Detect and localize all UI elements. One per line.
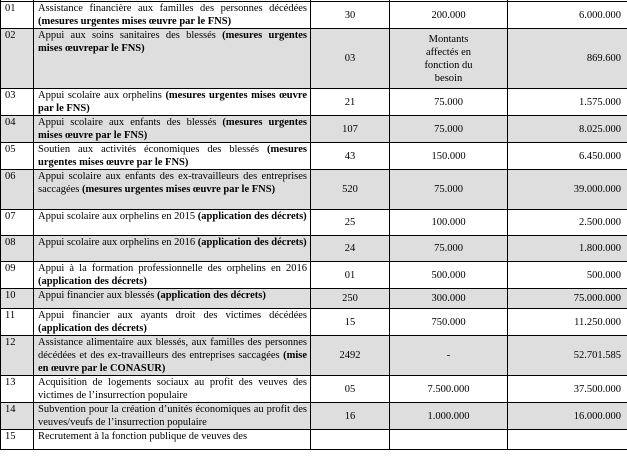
row-total-amount: 1.575.000 (508, 89, 627, 116)
description-text: Assistance alimentaire aux blessés, aux familles des personnes décédées et des ex-travailleurs des entreprises saccagées (38, 337, 307, 361)
description-text: Appui scolaire aux orphelins en 2016 (38, 237, 198, 248)
table-row (1, 29, 627, 89)
row-number: 03 (1, 89, 34, 116)
table-row (1, 89, 627, 116)
row-total-amount: 869.600 (508, 29, 627, 89)
table-row (1, 403, 627, 430)
description-emphasis: (application des décrets) (156, 290, 266, 301)
table-row (1, 289, 627, 309)
unit-amount-line: fonction du (424, 59, 473, 71)
description-emphasis: (mesures urgentes mises œuvre par le FNS) (38, 16, 232, 27)
table-row (1, 376, 627, 403)
row-number: 07 (1, 210, 34, 236)
row-number: 15 (1, 430, 34, 450)
row-number: 04 (1, 116, 34, 143)
row-total-amount (508, 430, 627, 450)
row-quantity: 03 (311, 29, 390, 89)
row-unit-amount: 100.000 (390, 210, 508, 236)
row-quantity: 520 (311, 170, 390, 210)
row-unit-amount: 75.000 (390, 170, 508, 210)
row-description (34, 170, 311, 210)
row-quantity: 15 (311, 309, 390, 336)
header-cell (390, 0, 508, 2)
description-text: Soutien aux activités économiques des blessés (38, 144, 267, 155)
row-total-amount: 37.500.000 (508, 376, 627, 403)
row-number: 01 (1, 2, 34, 29)
row-quantity (311, 430, 390, 450)
table-row (1, 309, 627, 336)
unit-amount-line: Montants (428, 33, 469, 45)
row-description (34, 336, 311, 376)
description-text: Appui scolaire aux enfants des blessés (38, 117, 223, 128)
row-description (34, 262, 311, 289)
description-emphasis: (application des décrets) (197, 237, 307, 248)
row-quantity: 2492 (311, 336, 390, 376)
description-text: Appui scolaire aux orphelins (38, 90, 166, 101)
description-text: Appui financier aux blessés (38, 290, 157, 301)
unit-amount-line: besoin (434, 72, 463, 84)
header-fragment (393, 0, 396, 1)
row-description (34, 210, 311, 236)
row-description (34, 89, 311, 116)
description-emphasis: (mesures urgentes mises œuvre par le FNS) (38, 90, 307, 114)
description-text: Recrutement à la fonction publique de veuves des (38, 431, 248, 442)
row-description (34, 236, 311, 262)
row-quantity: 01 (311, 262, 390, 289)
row-unit-amount: 75.000 (390, 116, 508, 143)
row-total-amount: 52.701.585 (508, 336, 627, 376)
description-emphasis: (application des décrets) (38, 276, 147, 287)
row-description (34, 29, 311, 89)
row-number: 05 (1, 143, 34, 170)
row-description (34, 376, 311, 403)
table-row (1, 116, 627, 143)
row-total-amount: 39.000.000 (508, 170, 627, 210)
row-quantity: 16 (311, 403, 390, 430)
row-unit-amount: 7.500.000 (390, 376, 508, 403)
row-number: 09 (1, 262, 34, 289)
row-quantity: 21 (311, 89, 390, 116)
table-body (1, 0, 627, 450)
row-total-amount: 16.000.000 (508, 403, 627, 430)
row-quantity: 250 (311, 289, 390, 309)
table-row (1, 430, 627, 450)
row-number: 06 (1, 170, 34, 210)
description-emphasis: (mesures urgentes mises œuvre par le FNS) (38, 117, 307, 141)
row-number: 14 (1, 403, 34, 430)
description-text: Appui à la formation professionnelle des orphelins en 2016 (38, 263, 307, 274)
row-total-amount: 11.250.000 (508, 309, 627, 336)
description-emphasis: (mesures urgentes mises œuvrepar le FNS) (38, 30, 307, 54)
row-unit-amount: 500.000 (390, 262, 508, 289)
row-description (34, 430, 311, 450)
row-quantity: 25 (311, 210, 390, 236)
description-text: Appui financier aux ayants droit des victimes décédées (38, 310, 307, 321)
description-emphasis: (mesures urgentes mises œuvre par le FNS) (82, 184, 276, 195)
row-number: 13 (1, 376, 34, 403)
description-emphasis: (mise en œuvre par le CONASUR) (38, 350, 307, 374)
row-unit-amount: 75.000 (390, 89, 508, 116)
row-number: 10 (1, 289, 34, 309)
description-text: Subvention pour la création d’unités économiques au profit des veuves/veufs de l’insurrection populaire (38, 404, 307, 428)
row-total-amount: 2.500.000 (508, 210, 627, 236)
description-text: Appui scolaire aux enfants des ex-travailleurs des entreprises saccagées (38, 171, 307, 195)
table-row (1, 170, 627, 210)
row-quantity: 30 (311, 2, 390, 29)
row-description (34, 2, 311, 29)
table-row (1, 262, 627, 289)
table-row (1, 143, 627, 170)
row-total-amount: 500.000 (508, 262, 627, 289)
row-total-amount: 6.450.000 (508, 143, 627, 170)
table-row (1, 236, 627, 262)
row-description (34, 143, 311, 170)
row-unit-amount: 750.000 (390, 309, 508, 336)
row-unit-amount (390, 430, 508, 450)
table-row (1, 210, 627, 236)
row-number: 08 (1, 236, 34, 262)
description-text: Appui scolaire aux orphelins en 2015 (38, 211, 198, 222)
row-unit-amount: 1.000.000 (390, 403, 508, 430)
table-row (1, 336, 627, 376)
row-unit-amount: 75.000 (390, 236, 508, 262)
table-row (1, 2, 627, 29)
row-total-amount: 1.800.000 (508, 236, 627, 262)
row-unit-amount (390, 29, 508, 89)
row-unit-amount: - (390, 336, 508, 376)
row-number: 12 (1, 336, 34, 376)
description-emphasis: (mesures urgentes mises œuvre par le FNS) (38, 144, 307, 168)
description-text: Assistance financière aux familles des personnes décédées (38, 3, 307, 14)
description-text: Appui aux soins sanitaires des blessés (38, 30, 223, 41)
row-unit-amount: 150.000 (390, 143, 508, 170)
row-total-amount: 6.000.000 (508, 2, 627, 29)
row-quantity: 43 (311, 143, 390, 170)
row-unit-amount: 200.000 (390, 2, 508, 29)
description-text: Acquisition de logements sociaux au profit des veuves des victimes de l’insurrection populaire (38, 377, 307, 401)
row-quantity: 05 (311, 376, 390, 403)
row-quantity: 24 (311, 236, 390, 262)
row-description (34, 116, 311, 143)
row-total-amount: 75.000.000 (508, 289, 627, 309)
row-number: 11 (1, 309, 34, 336)
row-unit-amount: 300.000 (390, 289, 508, 309)
row-description (34, 309, 311, 336)
row-total-amount: 8.025.000 (508, 116, 627, 143)
description-emphasis: (application des décrets) (38, 323, 147, 334)
row-description (34, 289, 311, 309)
row-number: 02 (1, 29, 34, 89)
row-quantity: 107 (311, 116, 390, 143)
row-description (34, 403, 311, 430)
unit-amount-line: affectés en (426, 46, 471, 58)
description-emphasis: (application des décrets) (197, 211, 307, 222)
